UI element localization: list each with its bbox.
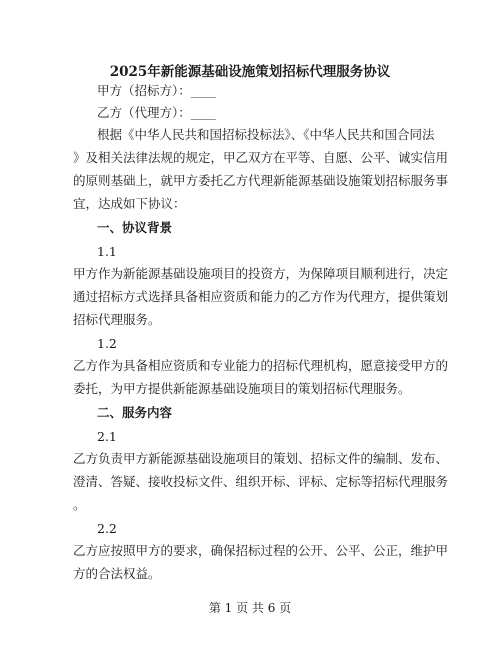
intro-line-3: 的原则基础上，就甲方委托乙方代理新能源基础设施策划招标服务事 bbox=[73, 173, 449, 188]
clause-number-1-1: 1.1 bbox=[97, 244, 117, 259]
section-heading-services: 二、服务内容 bbox=[97, 405, 173, 420]
clause-2-1-line-3: 。 bbox=[73, 497, 86, 512]
section-heading-background: 一、协议背景 bbox=[97, 220, 173, 235]
intro-line-4: 宜，达成如下协议： bbox=[73, 196, 186, 211]
intro-line-2: 》及相关法律法规的规定，甲乙双方在平等、自愿、公平、诚实信用 bbox=[73, 150, 449, 165]
clause-number-2-2: 2.2 bbox=[97, 521, 117, 536]
intro-line-1: 根据《中华人民共和国招标投标法》、《中华人民共和国合同法 bbox=[97, 127, 435, 142]
document-title: 2025年新能源基础设施策划招标代理服务协议 bbox=[109, 64, 391, 80]
page-number-footer: 第 1 页 共 6 页 bbox=[208, 601, 292, 615]
clause-number-1-2: 1.2 bbox=[97, 336, 117, 351]
party-b-line: 乙方（代理方）：____ bbox=[97, 105, 216, 120]
clause-2-2-line-1: 乙方应按照甲方的要求，确保招标过程的公开、公平、公正，维护甲 bbox=[73, 543, 449, 558]
clause-number-2-1: 2.1 bbox=[97, 429, 117, 444]
clause-2-2-line-2: 方的合法权益。 bbox=[73, 566, 161, 581]
clause-1-2-line-2: 委托，为甲方提供新能源基础设施项目的策划招标代理服务。 bbox=[73, 381, 411, 396]
clause-1-2-line-1: 乙方作为具备相应资质和专业能力的招标代理机构，愿意接受甲方的 bbox=[73, 358, 449, 373]
clause-1-1-line-2: 通过招标方式选择具备相应资质和能力的乙方作为代理方，提供策划 bbox=[73, 289, 449, 304]
clause-2-1-line-1: 乙方负责甲方新能源基础设施项目的策划、招标文件的编制、发布、 bbox=[73, 451, 449, 466]
clause-2-1-line-2: 澄清、答疑、接收投标文件、组织开标、评标、定标等招标代理服务 bbox=[73, 474, 449, 489]
clause-1-1-line-3: 招标代理服务。 bbox=[73, 312, 161, 327]
clause-1-1-line-1: 甲方作为新能源基础设施项目的投资方，为保障项目顺利进行，决定 bbox=[73, 266, 449, 281]
party-a-line: 甲方（招标方）：____ bbox=[97, 83, 216, 98]
